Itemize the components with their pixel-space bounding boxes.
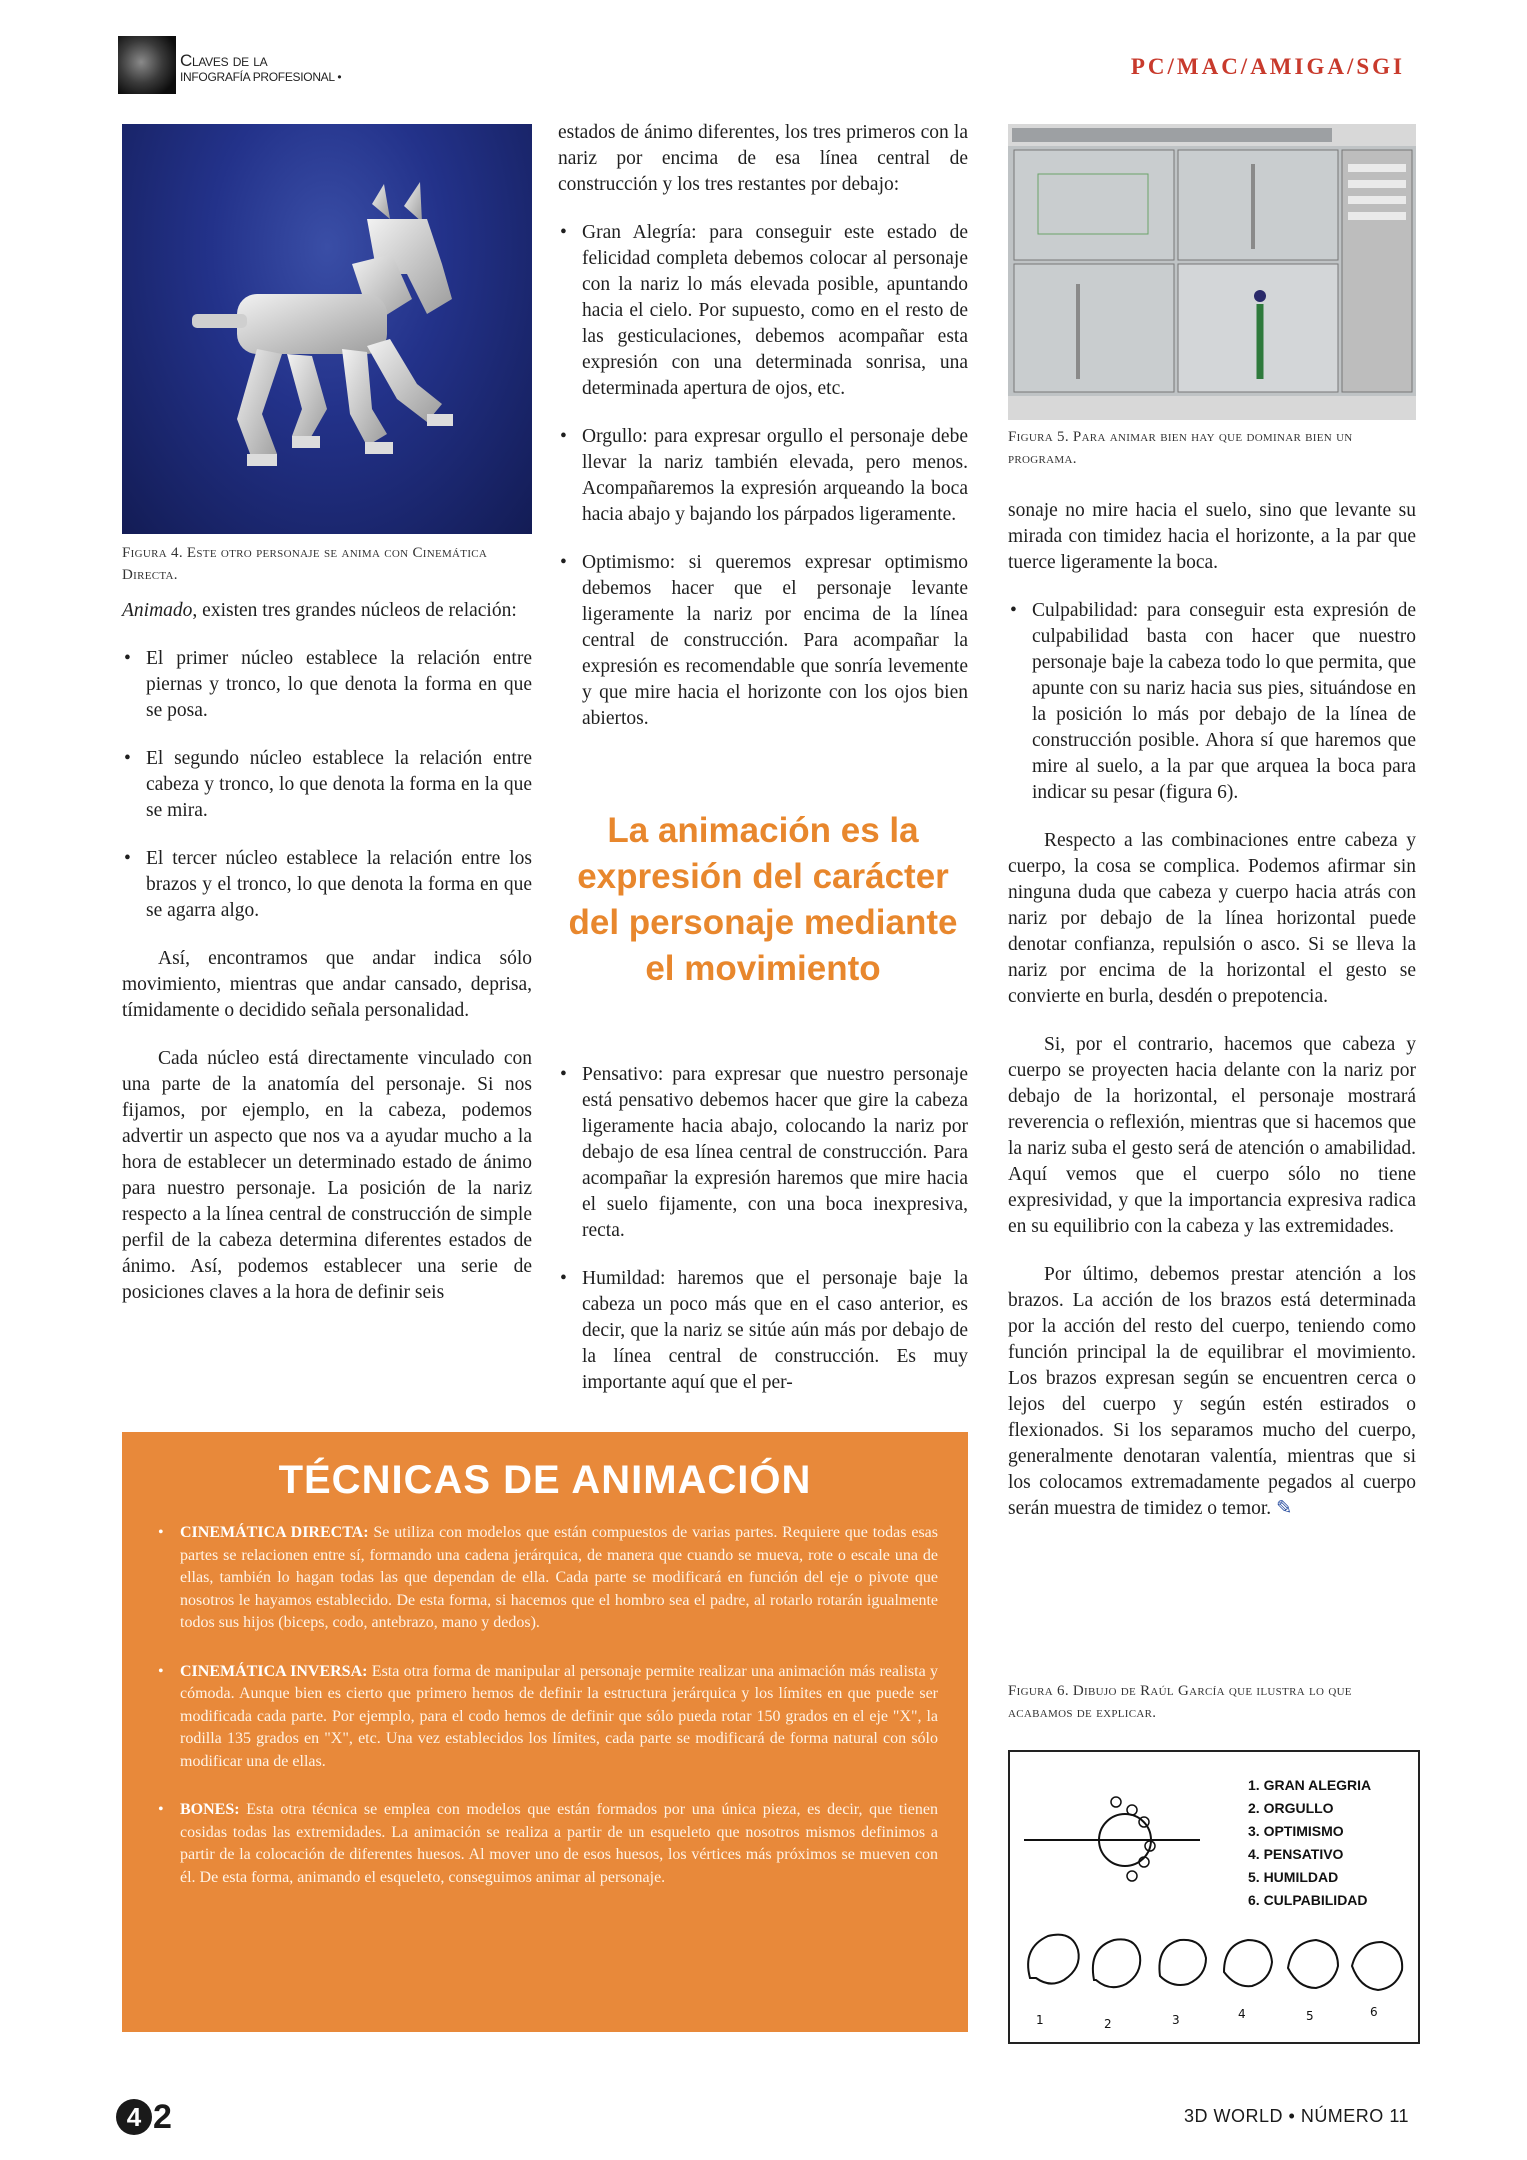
col1-intro-emphasis: Animado xyxy=(122,600,193,621)
face-number: 5 xyxy=(1306,2009,1314,2023)
platforms-header: PC/MAC/AMIGA/SGI xyxy=(1130,54,1405,79)
col3-closing-text: Por último, debemos prestar atención a los brazos. La acción de los brazos está determinada por la acción del resto del cuerpo, teniendo como función principal la de equilibrar el movimiento. Los brazos expresan según se encuentren cerca o lejos del cuerpo y según estén estirados o flexionados. Si los separamos mucho del cuerpo, generalmente denotaran valentía, mientras que si los colocamos extremadamente pegados al cuerpo serán muestra de timidez o temor. xyxy=(1008,1264,1416,1519)
list-item: • El primer núcleo establece la relación entre piernas y tronco, lo que denota la forma en que se posa. xyxy=(122,646,532,724)
col3-paragraph xyxy=(1008,1262,1416,1522)
face-number: 6 xyxy=(1370,2005,1378,2019)
legend-item: 2. ORGULLO xyxy=(1248,1800,1334,1816)
technique-text: Se utiliza con modelos que están compuestos de varias partes. Requiere que todas esas partes se relacionen entre sí, formando una cadena jerárquica, de manera que cuando se mueva, rote o escale una de ellas, también lo hagan todas las que dependan de ella. Cada parte se modificará en función del eje o pivote que nosotros le hayamos establecido. De esta forma, si hacemos que el hombro sea el padre, al rotarlo rotarán igualmente todos sus hijos (biceps, codo, antebrazo, mano y dedos). xyxy=(180,1524,938,1631)
page-number-circle: 4 xyxy=(116,2099,152,2135)
col3-bullet-list xyxy=(1008,598,1416,806)
head-diagram xyxy=(1010,1752,1240,1902)
list-item: • Pensativo: para expresar que nuestro personaje está pensativo debemos hacer que gire la cabeza ligeramente hacia abajo, colocando la nariz por debajo de esa línea central de construcción. Para acompañar la expresión haremos que mire hacia el suelo fijamente, con una boca inexpresiva, recta. xyxy=(558,1062,968,1244)
face-number: 2 xyxy=(1104,2017,1112,2031)
face-number: 4 xyxy=(1238,2007,1246,2021)
face-number: 1 xyxy=(1036,2013,1044,2027)
logo-text xyxy=(180,52,341,86)
technique-item xyxy=(158,1661,938,1774)
col2-bullet-list xyxy=(558,220,968,732)
figure-6-drawing xyxy=(1008,1750,1420,2044)
figure-6-legend xyxy=(1248,1774,1371,1912)
col3-paragraph: sonaje no mire hacia el suelo, sino que levante su mirada con timidez hacia el horizonte, a la par que tuerce ligeramente la boca. xyxy=(1008,500,1416,573)
article-column-2 xyxy=(558,120,968,754)
figure-5-caption: Figura 5. Para animar bien hay que dominar bien un programa. xyxy=(1008,429,1353,467)
logo-line-1: Claves de la xyxy=(180,51,268,70)
page-number xyxy=(116,2096,172,2137)
figure-6-caption: Figura 6. Dibujo de Raúl García que ilustra lo que acabamos de explicar. xyxy=(1008,1683,1352,1721)
legend-item: 6. CULPABILIDAD xyxy=(1248,1892,1368,1908)
list-item: • Orgullo: para expresar orgullo el personaje debe llevar la nariz también elevada, pero menos. Acompañaremos la expresión arqueando la boca hacia abajo y bajando los párpados ligeramente. xyxy=(558,424,968,528)
page-number-rest: 2 xyxy=(153,2097,172,2136)
figure-4-caption: Figura 4. Este otro personaje se anima con Cinemática Directa. xyxy=(122,545,488,583)
logo-line-2: INFOGRAFÍA PROFESIONAL • xyxy=(180,70,342,84)
face-number: 3 xyxy=(1172,2013,1180,2027)
technique-term: CINEMÁTICA INVERSA: xyxy=(180,1662,368,1680)
col1-bullet-list xyxy=(122,646,532,924)
technique-item xyxy=(158,1799,938,1889)
col2-paragraph: estados de ánimo diferentes, los tres primeros con la nariz por encima de esa línea central de construcción y los tres restantes por debajo: xyxy=(558,122,968,195)
col3-paragraph: Si, por el contrario, hacemos que cabeza y cuerpo se proyecten hacia delante con la nariz por debajo de la horizontal, el personaje mostrará reverencia o reflexión, mientras que si hacemos que la nariz suba el gesto será de atención o amabilidad. Aquí vemos que el cuerpo sólo no tiene expresividad, y que la importancia expresiva radica en su equilibrio con la cabeza y las extremidades. xyxy=(1008,1034,1416,1237)
col3-paragraph: Respecto a las combinaciones entre cabeza y cuerpo, la cosa se complica. Podemos afirmar sin ninguna duda que cabeza y cuerpo hacia atrás con nariz por debajo de la línea horizontal puede denotar confianza, repulsión o asco. Si se lleva la nariz por encima de la horizontal el gesto se convierte en burla, desdén o prepotencia. xyxy=(1008,830,1416,1007)
col1-intro xyxy=(122,598,532,624)
technique-term: CINEMÁTICA DIRECTA: xyxy=(180,1524,369,1541)
horse-illustration xyxy=(122,124,532,534)
magazine-issue: 3D WORLD • NÚMERO 11 xyxy=(1184,2106,1409,2126)
legend-item: 5. HUMILDAD xyxy=(1248,1869,1339,1885)
list-item: • El tercer núcleo establece la relación entre los brazos y el tronco, lo que denota la forma en que se agarra algo. xyxy=(122,846,532,924)
list-item: • Gran Alegría: para conseguir este estado de felicidad completa debemos colocar al personaje con la nariz lo más elevada posible, apuntando hacia el cielo. Por supuesto, como en el resto de las gesticulaciones, debemos acompañar esta expresión con una determinada sonrisa, una determinada apertura de ojos, etc. xyxy=(558,220,968,402)
face-sketches xyxy=(1010,1908,1414,2038)
article-column-2-continued xyxy=(558,1062,968,1418)
technique-item xyxy=(158,1522,938,1635)
technique-text: Esta otra técnica se emplea con modelos que están formados por una única pieza, es decir, que tienen cosidas todas las extremidades. La animación se realiza a partir de un esqueleto que nosotros mismos definimos a partir de la colocación de diferentes huesos. Al mover uno de esos huesos, los vértices más próximos se mueven con él. De esta forma, animando el esqueleto, conseguimos animar al personaje. xyxy=(180,1801,938,1886)
legend-item: 1. GRAN ALEGRIA xyxy=(1248,1777,1372,1793)
list-item: • Culpabilidad: para conseguir esta expresión de culpabilidad basta con hacer que nuestro personaje baje la cabeza todo lo que permita, que apunte con su nariz hacia sus pies, situándose en la posición lo más por debajo de la línea de construcción posible. Ahora sí que haremos que mire al suelo, a la par que arquea la boca para indicar su pesar (figura 6). xyxy=(1008,598,1416,806)
list-item: • Optimismo: si queremos expresar optimismo debemos hacer que el personaje levante ligeramente la nariz por encima de la línea central de construcción. Para acompañar la expresión es recomendable que sonría levemente y que mire hacia el horizonte con los ojos bien abiertos. xyxy=(558,550,968,732)
end-mark-icon: ✎ xyxy=(1276,1498,1293,1519)
pull-quote: La animación es la expresión del carácter del personaje mediante el movimiento xyxy=(568,811,958,988)
magazine-logo xyxy=(118,36,358,94)
col1-paragraph: Así, encontramos que andar indica sólo movimiento, mientras que andar cansado, deprisa, tímidamente o decidido señala personalidad. xyxy=(122,948,532,1021)
logo-image xyxy=(118,36,176,94)
techniques-list xyxy=(158,1522,938,1915)
list-item: • Humildad: haremos que el personaje baje la cabeza un poco más que en el caso anterior, es decir, que la nariz se sitúe aún más por debajo de la línea central de construcción. Es muy importante aquí que el per- xyxy=(558,1266,968,1396)
technique-text: Esta otra forma de manipular al personaje permite realizar una animación más realista y cómoda. Aunque bien es cierto que primero hemos de definir la estructura jerárquica y los límites en que puede ser modificada cada parte. Por ejemplo, para el codo hemos de definir que sólo pueda rotar 150 grados en el eje "X", la rodilla 135 grados en "X", etc. Una vez establecidos los límites, cada parte se modificará de forma natural con sólo modificar una de ellas. xyxy=(180,1662,938,1770)
figure-5-software-screenshot xyxy=(1008,124,1416,420)
legend-item: 4. PENSATIVO xyxy=(1248,1846,1344,1862)
col1-intro-rest: , existen tres grandes núcleos de relación: xyxy=(192,600,517,621)
col1-paragraph: Cada núcleo está directamente vinculado con una parte de la anatomía del personaje. Si nos fijamos, por ejemplo, en la cabeza, podemos advertir un aspecto que nos va a ayudar mucho a la hora de establecer un determinado estado de ánimo para nuestro personaje. La posición de la nariz respecto a la línea central de construcción de simple perfil de la cabeza determina diferentes estados de ánimo. Así, podemos establecer una serie de posiciones claves a la hora de definir seis xyxy=(122,1048,532,1303)
col2-bullet-list-b xyxy=(558,1062,968,1396)
legend-item: 3. OPTIMISMO xyxy=(1248,1823,1344,1839)
figure-4-horse-render xyxy=(122,124,532,534)
animation-techniques-sidebar xyxy=(122,1432,968,2032)
software-screenshot-illustration xyxy=(1008,124,1416,420)
techniques-title: TÉCNICAS DE ANIMACIÓN xyxy=(278,1458,812,1502)
article-column-3 xyxy=(1008,498,1416,1544)
technique-term: BONES: xyxy=(180,1801,240,1818)
article-column-1 xyxy=(122,598,532,1328)
list-item: • El segundo núcleo establece la relación entre cabeza y tronco, lo que denota la forma en la que se mira. xyxy=(122,746,532,824)
